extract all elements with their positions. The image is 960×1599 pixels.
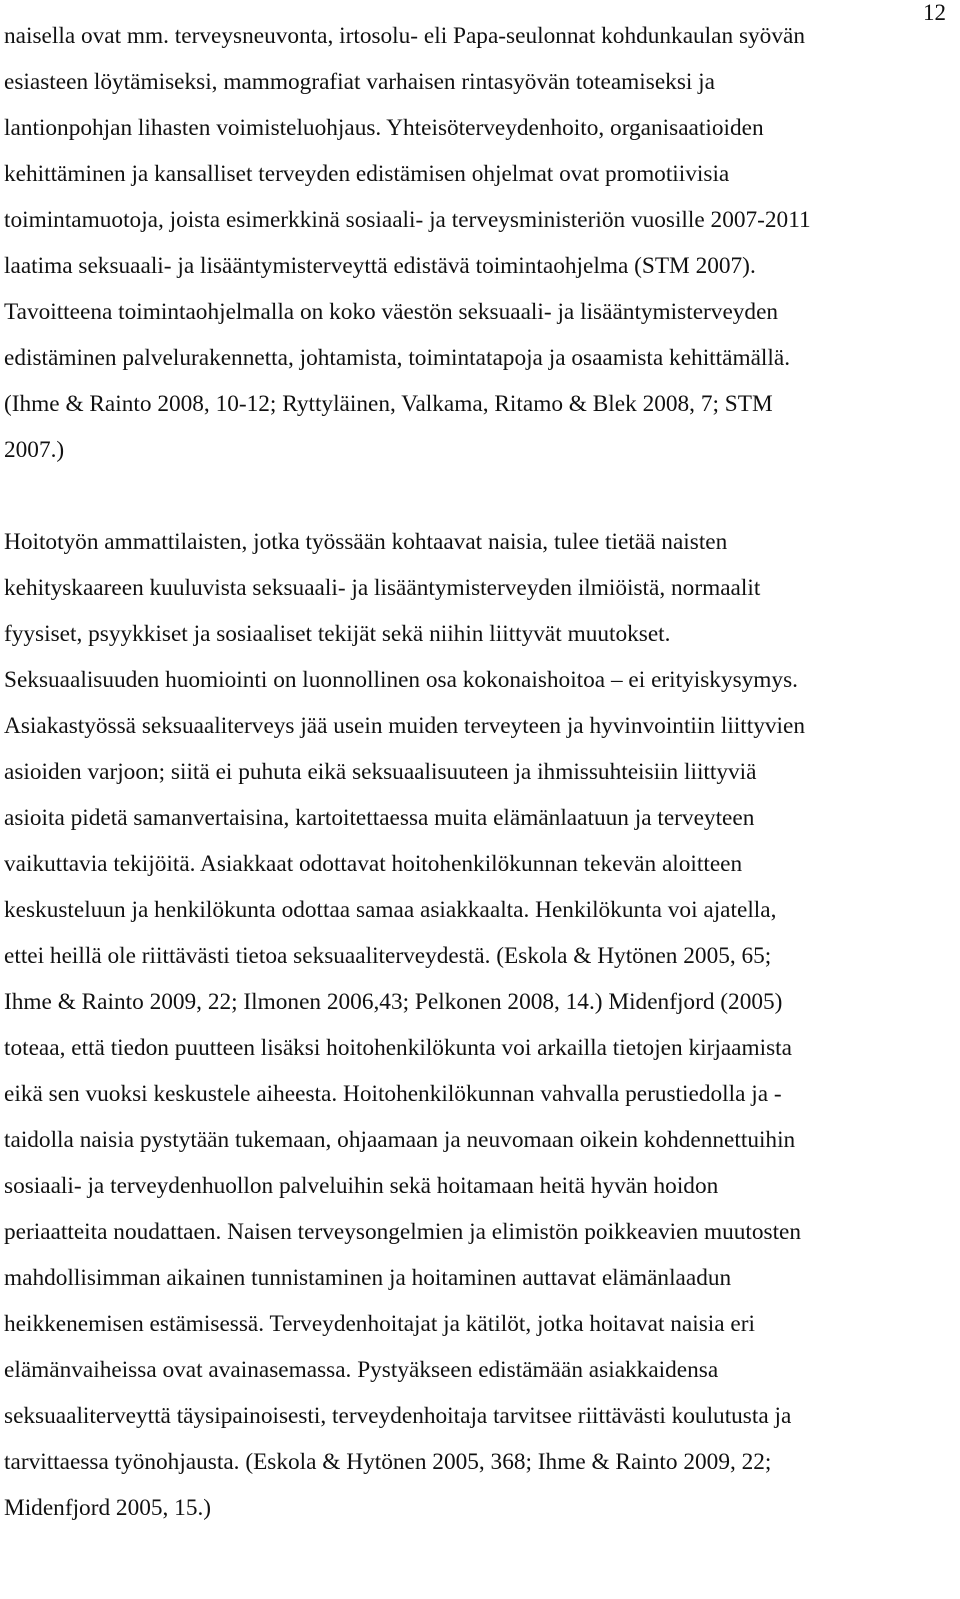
text-line: asioita pidetä samanvertaisina, kartoitettaessa muita elämänlaatuun ja terveyteen [4,805,755,831]
text-line: (Ihme & Rainto 2008, 10-12; Ryttyläinen, Valkama, Ritamo & Blek 2008, 7; STM [4,391,773,417]
text-line: esiasteen löytämiseksi, mammografiat varhaisen rintasyövän toteamiseksi ja [4,69,715,95]
text-line: eikä sen vuoksi keskustele aiheesta. Hoitohenkilökunnan vahvalla perustiedolla ja - [4,1081,782,1107]
text-line: seksuaaliterveyttä täysipainoisesti, terveydenhoitaja tarvitsee riittävästi koulutusta ja [4,1403,792,1429]
text-line: mahdollisimman aikainen tunnistaminen ja hoitaminen auttavat elämänlaadun [4,1265,732,1291]
text-line: toteaa, että tiedon puutteen lisäksi hoitohenkilökunta voi arkailla tietojen kirjaamista [4,1035,792,1061]
text-line: 2007.) [4,437,65,463]
text-line: kehittäminen ja kansalliset terveyden edistämisen ohjelmat ovat promotiivisia [4,161,730,187]
text-line: kehityskaareen kuuluvista seksuaali- ja lisääntymisterveyden ilmiöistä, normaalit [4,575,761,601]
text-line: keskusteluun ja henkilökunta odottaa samaa asiakkaalta. Henkilökunta voi ajatella, [4,897,777,923]
text-line: Tavoitteena toimintaohjelmalla on koko väestön seksuaali- ja lisääntymisterveyden [4,299,779,325]
text-line: Asiakastyössä seksuaaliterveys jää usein muiden terveyteen ja hyvinvointiin liittyvien [4,713,805,739]
text-line: periaatteita noudattaen. Naisen terveysongelmien ja elimistön poikkeavien muutosten [4,1219,802,1245]
text-line: heikkenemisen estämisessä. Terveydenhoitajat ja kätilöt, jotka hoitavat naisia eri [4,1311,755,1337]
text-line: vaikuttavia tekijöitä. Asiakkaat odottavat hoitohenkilökunnan tekevän aloitteen [4,851,743,877]
text-line: taidolla naisia pystytään tukemaan, ohjaamaan ja neuvomaan oikein kohdennettuihin [4,1127,796,1153]
text-line: Hoitotyön ammattilaisten, jotka työssään kohtaavat naisia, tulee tietää naisten [4,529,728,555]
text-line: toimintamuotoja, joista esimerkkinä sosiaali- ja terveysministeriön vuosille 2007-2011 [4,207,811,233]
text-line: ettei heillä ole riittävästi tietoa seksuaaliterveydestä. (Eskola & Hytönen 2005, 65; [4,943,772,969]
text-line: fyysiset, psyykkiset ja sosiaaliset tekijät sekä niihin liittyvät muutokset. [4,621,671,647]
text-line: Midenfjord 2005, 15.) [4,1495,212,1521]
text-line: sosiaali- ja terveydenhuollon palveluihin sekä hoitamaan heitä hyvän hoidon [4,1173,719,1199]
text-line: laatima seksuaali- ja lisääntymisterveyttä edistävä toimintaohjelma (STM 2007). [4,253,756,279]
text-line: Seksuaalisuuden huomiointi on luonnollinen osa kokonaishoitoa – ei erityiskysymys. [4,667,798,693]
text-line: elämänvaiheissa ovat avainasemassa. Pystyäkseen edistämään asiakkaidensa [4,1357,719,1383]
text-line: tarvittaessa työnohjausta. (Eskola & Hytönen 2005, 368; Ihme & Rainto 2009, 22; [4,1449,772,1475]
text-line: lantionpohjan lihasten voimisteluohjaus. Yhteisöterveydenhoito, organisaatioiden [4,115,764,141]
text-line: Ihme & Rainto 2009, 22; Ilmonen 2006,43; Pelkonen 2008, 14.) Midenfjord (2005) [4,989,783,1015]
text-line: asioiden varjoon; siitä ei puhuta eikä seksuaalisuuteen ja ihmissuhteisiin liittyviä [4,759,757,785]
page-number: 12 [923,0,946,25]
text-line: edistäminen palvelurakennetta, johtamista, toimintatapoja ja osaamista kehittämällä. [4,345,791,371]
text-line: naisella ovat mm. terveysneuvonta, irtosolu- eli Papa-seulonnat kohdunkaulan syövän [4,23,805,49]
